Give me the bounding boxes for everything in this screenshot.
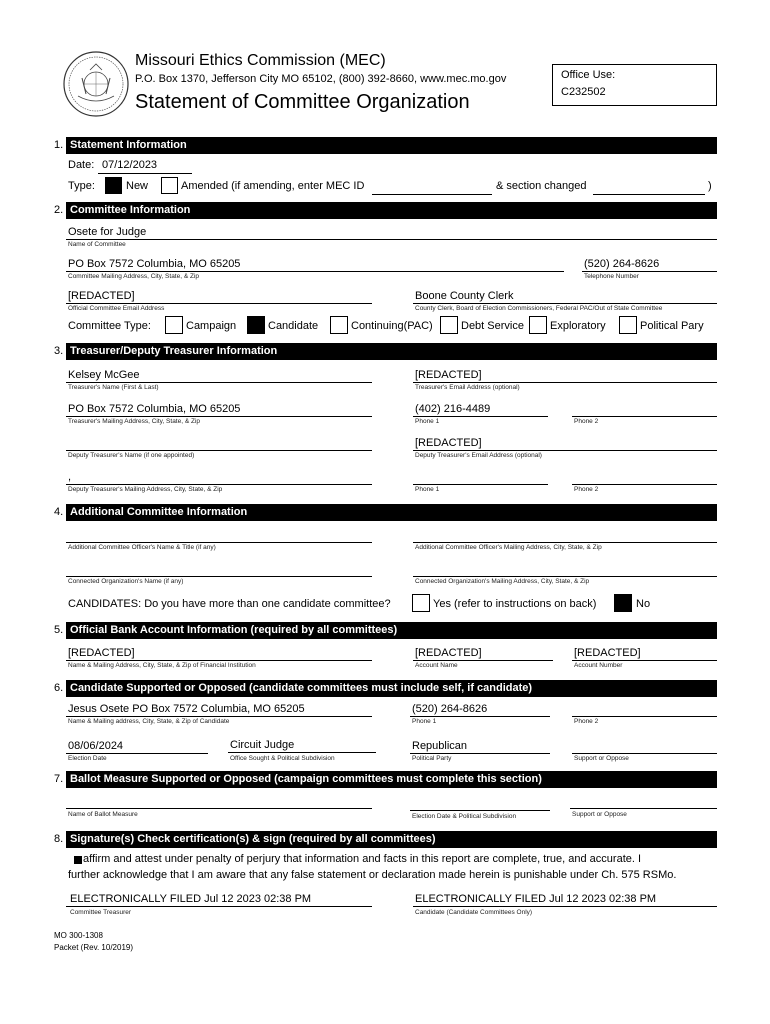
ballot-measure-underline	[66, 808, 372, 809]
section-header-statement	[66, 137, 717, 154]
section-heading: Signature(s) Check certification(s) & sign (required by all committees)	[70, 833, 436, 845]
connected-org-address-underline	[413, 576, 717, 577]
election-date-value[interactable]: 08/06/2024	[68, 740, 124, 752]
committee-phone-underline	[582, 271, 717, 272]
account-name-underline	[413, 660, 553, 661]
office-use-label: Office Use:	[561, 69, 616, 81]
candidate-signature-value[interactable]: ELECTRONICALLY FILED Jul 12 2023 02:38 PM	[415, 893, 657, 905]
section-header-additional	[66, 504, 717, 521]
deputy-phone1-underline	[413, 484, 548, 485]
candidate-underline	[66, 716, 372, 717]
section-number: 8.	[54, 833, 64, 845]
org-name: Missouri Ethics Commission (MEC)	[135, 52, 386, 69]
candidate-value[interactable]: Jesus Osete PO Box 7572 Columbia, MO 65205	[68, 703, 305, 715]
political-party-label: Political Party	[412, 755, 452, 762]
multiple-yes-label: Yes (refer to instructions on back)	[433, 598, 597, 610]
section-number: 3.	[54, 345, 64, 357]
candidate-phone1-underline	[410, 716, 550, 717]
section-changed-underline	[593, 194, 705, 195]
connected-org-underline	[66, 576, 372, 577]
type-exploratory-checkbox[interactable]	[529, 316, 547, 334]
candidate-signature-label: Candidate (Candidate Committees Only)	[415, 909, 533, 916]
type-campaign-label: Campaign	[186, 320, 237, 332]
committee-address-label: Committee Mailing Address, City, State, & Zip	[68, 273, 200, 280]
section-heading: Additional Committee Information	[70, 506, 248, 518]
date-label: Date:	[68, 159, 95, 171]
committee-name-value[interactable]: Osete for Judge	[68, 226, 147, 238]
treasurer-email-value[interactable]: [REDACTED]	[415, 369, 482, 381]
section-number: 5.	[54, 624, 64, 636]
section-header-bank	[66, 622, 717, 639]
section-changed-label: & section changed	[496, 180, 587, 192]
treasurer-name-value[interactable]: Kelsey McGee	[68, 369, 140, 381]
bank-label: Name & Mailing Address, City, State, & Zip of Financial Institution	[68, 662, 256, 669]
candidate-phone2-underline	[572, 716, 717, 717]
deputy-address-value[interactable]: ,	[68, 471, 72, 483]
ballot-support-label: Support or Oppose	[572, 811, 627, 818]
multiple-committee-question: CANDIDATES: Do you have more than one candidate committee?	[68, 598, 391, 610]
section-heading: Ballot Measure Supported or Opposed (campaign committees must complete this section)	[70, 773, 542, 785]
certification-line-2: further acknowledge that I am aware that any false statement or declaration made herein is punishable under Ch. 575 RSMo.	[68, 869, 677, 881]
account-name-value[interactable]: [REDACTED]	[415, 647, 482, 659]
deputy-name-label: Deputy Treasurer's Name (if one appointed)	[68, 452, 195, 459]
treasurer-phone1-underline	[413, 416, 548, 417]
officer-address-underline	[413, 542, 717, 543]
form-number: MO 300-1308	[54, 931, 103, 940]
section-header-ballot	[66, 771, 717, 788]
ballot-date-label: Election Date & Political Subdivision	[412, 813, 517, 820]
committee-name-underline	[66, 239, 717, 240]
political-party-value[interactable]: Republican	[412, 740, 468, 752]
type-amended-label: Amended (if amending, enter MEC ID	[181, 180, 365, 192]
section-header-candidate	[66, 680, 717, 697]
type-continuing-checkbox[interactable]	[330, 316, 348, 334]
candidate-label: Name & Mailing address, City, State, & Zip of Candidate	[68, 718, 230, 725]
treasurer-signature-value[interactable]: ELECTRONICALLY FILED Jul 12 2023 02:38 PM	[70, 893, 312, 905]
bank-value[interactable]: [REDACTED]	[68, 647, 135, 659]
treasurer-signature-label: Committee Treasurer	[70, 909, 132, 916]
type-candidate-label: Candidate	[268, 320, 319, 332]
mec-id-underline	[372, 194, 492, 195]
treasurer-address-underline	[66, 416, 372, 417]
treasurer-name-underline	[66, 382, 372, 383]
multiple-yes-checkbox[interactable]	[412, 594, 430, 612]
candidate-phone2-label: Phone 2	[574, 718, 599, 725]
connected-org-label: Connected Organization's Name (if any)	[68, 578, 184, 585]
office-use-box	[552, 64, 717, 106]
deputy-email-underline	[413, 450, 717, 451]
deputy-phone1-label: Phone 1	[415, 486, 440, 493]
certification-line-1: affirm and attest under penalty of perjury that information and facts in this report are complete, true, and accurate. I	[83, 853, 642, 865]
deputy-phone2-label: Phone 2	[574, 486, 599, 493]
section-heading: Treasurer/Deputy Treasurer Information	[70, 345, 278, 357]
committee-address-value[interactable]: PO Box 7572 Columbia, MO 65205	[68, 258, 241, 270]
deputy-address-underline	[66, 484, 372, 485]
officer-underline	[66, 542, 372, 543]
account-number-value[interactable]: [REDACTED]	[574, 647, 641, 659]
ballot-support-underline	[570, 808, 717, 809]
election-date-underline	[66, 753, 208, 754]
treasurer-phone1-label: Phone 1	[415, 418, 440, 425]
support-oppose-label: Support or Oppose	[574, 755, 629, 762]
committee-email-label: Official Committee Email Address	[68, 305, 165, 312]
ballot-date-underline	[410, 810, 550, 811]
section-header-treasurer	[66, 343, 717, 360]
state-seal-logo	[62, 50, 130, 118]
multiple-no-checkbox[interactable]	[614, 594, 632, 612]
treasurer-signature-underline	[66, 906, 372, 907]
county-clerk-value[interactable]: Boone County Clerk	[415, 290, 514, 302]
committee-email-underline	[66, 303, 372, 304]
type-amended-checkbox[interactable]	[161, 177, 178, 194]
county-clerk-label: County Clerk, Board of Election Commissioners, Federal PAC/Out of State Committee	[415, 305, 663, 312]
committee-phone-value[interactable]: (520) 264-8626	[584, 258, 660, 270]
section-number: 2.	[54, 204, 64, 216]
type-label: Type:	[68, 180, 95, 192]
ballot-measure-label: Name of Ballot Measure	[68, 811, 138, 818]
treasurer-name-label: Treasurer's Name (First & Last)	[68, 384, 159, 391]
deputy-name-underline	[66, 450, 372, 451]
committee-email-value[interactable]: [REDACTED]	[68, 290, 135, 302]
office-use-value: C232502	[561, 86, 606, 98]
account-number-underline	[572, 660, 717, 661]
committee-address-underline	[66, 271, 564, 272]
bank-underline	[66, 660, 372, 661]
type-continuing-label: Continuing(PAC)	[351, 320, 433, 332]
treasurer-phone2-label: Phone 2	[574, 418, 599, 425]
type-political-party-checkbox[interactable]	[619, 316, 637, 334]
committee-phone-label: Telephone Number	[584, 273, 639, 280]
treasurer-email-label: Treasurer's Email Address (optional)	[415, 384, 520, 391]
type-candidate-checkbox[interactable]	[247, 316, 265, 334]
candidate-phone1-value[interactable]: (520) 264-8626	[412, 703, 488, 715]
political-party-underline	[410, 753, 550, 754]
type-new-checkbox[interactable]	[105, 177, 122, 194]
org-address: P.O. Box 1370, Jefferson City MO 65102, (800) 392-8660, www.mec.mo.gov	[135, 73, 507, 85]
deputy-email-value[interactable]: [REDACTED]	[415, 437, 482, 449]
date-value[interactable]: 07/12/2023	[102, 159, 158, 171]
type-new-label: New	[126, 180, 149, 192]
type-debt-service-label: Debt Service	[461, 320, 524, 332]
section-number: 1.	[54, 139, 64, 151]
support-oppose-underline	[572, 753, 717, 754]
date-underline	[98, 173, 192, 174]
deputy-email-label: Deputy Treasurer's Email Address (optional)	[415, 452, 542, 459]
account-name-label: Account Name	[415, 662, 458, 669]
treasurer-phone2-underline	[572, 416, 717, 417]
office-sought-label: Office Sought & Political Subdivision	[230, 755, 335, 762]
certification-checkbox[interactable]	[74, 856, 82, 864]
close-paren: )	[708, 180, 712, 192]
treasurer-address-value[interactable]: PO Box 7572 Columbia, MO 65205	[68, 403, 241, 415]
candidate-phone1-label: Phone 1	[412, 718, 437, 725]
type-political-party-label: Political Pary	[640, 320, 704, 332]
multiple-no-label: No	[636, 598, 651, 610]
section-number: 7.	[54, 773, 64, 785]
treasurer-address-label: Treasurer's Mailing Address, City, State, & Zip	[68, 418, 201, 425]
office-sought-underline	[228, 752, 376, 753]
connected-org-address-label: Connected Organization's Mailing Address, City, State, & Zip	[415, 578, 590, 585]
type-campaign-checkbox[interactable]	[165, 316, 183, 334]
section-header-signature	[66, 831, 717, 848]
officer-label: Additional Committee Officer's Name & Title (if any)	[68, 544, 216, 551]
candidate-signature-underline	[413, 906, 717, 907]
account-number-label: Account Number	[574, 662, 623, 669]
committee-name-label: Name of Committee	[68, 241, 126, 248]
treasurer-phone1-value[interactable]: (402) 216-4489	[415, 403, 491, 415]
section-heading: Committee Information	[70, 204, 191, 216]
section-number: 4.	[54, 506, 64, 518]
section-heading: Official Bank Account Information (required by all committees)	[70, 624, 398, 636]
section-number: 6.	[54, 682, 64, 694]
county-clerk-underline	[413, 303, 717, 304]
type-debt-service-checkbox[interactable]	[440, 316, 458, 334]
section-header-committee	[66, 202, 717, 219]
deputy-phone2-underline	[572, 484, 717, 485]
deputy-address-label: Deputy Treasurer's Mailing Address, City, State, & Zip	[68, 486, 223, 493]
section-heading: Statement Information	[70, 139, 187, 151]
officer-address-label: Additional Committee Officer's Mailing Address, City, State, & Zip	[415, 544, 602, 551]
packet-revision: Packet (Rev. 10/2019)	[54, 943, 134, 952]
office-sought-value[interactable]: Circuit Judge	[230, 739, 295, 751]
treasurer-email-underline	[413, 382, 717, 383]
page-title: Statement of Committee Organization	[135, 91, 470, 113]
type-exploratory-label: Exploratory	[550, 320, 606, 332]
election-date-label: Election Date	[68, 755, 107, 762]
section-heading: Candidate Supported or Opposed (candidate committees must include self, if candidate)	[70, 682, 533, 694]
committee-type-label: Committee Type:	[68, 320, 151, 332]
